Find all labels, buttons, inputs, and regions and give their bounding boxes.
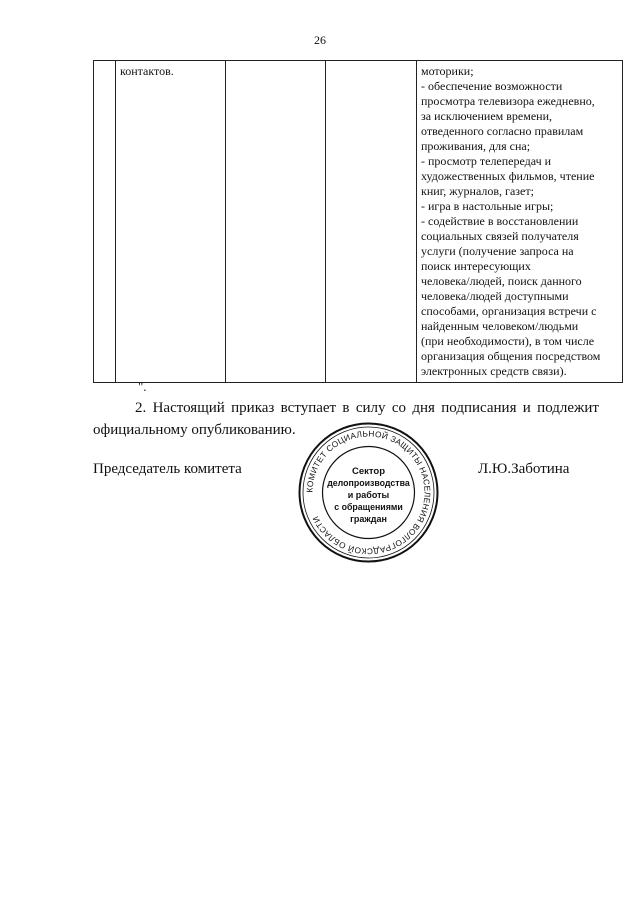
list-item: проживания, для сна; [421,139,531,153]
list-item: - содействие в восстановлении [421,214,579,228]
list-item: человека/людей доступными [421,289,569,303]
signatory-position: Председатель комитета [93,461,242,477]
list-item: услуги (получение запроса на [421,244,574,258]
table-row [94,61,623,383]
seal-center-line: и работы [347,490,390,500]
services-table [93,60,623,383]
seal-stamp-icon [296,420,441,565]
list-item: - просмотр телепередач и [421,154,552,168]
table-cell-number [94,61,116,383]
list-item: электронных средств связи). [421,364,567,378]
paragraph-line: 2. Настоящий приказ вступает в силу со дня подписания и подлежит [135,400,599,416]
list-item: социальных связей получателя [421,229,579,243]
list-item: - игра в настольные игры; [421,199,554,213]
seal-ring-text: КОМИТЕТ СОЦИАЛЬНОЙ ЗАЩИТЫ НАСЕЛЕНИЯ ВОЛГОГРАДСКОЙ ОБЛАСТИ [304,428,433,557]
page-number: 26 [314,33,326,47]
list-item: организация общения посредством [421,349,601,363]
seal-center-line: граждан [350,514,387,524]
list-item: способами, организация встречи с [421,304,597,318]
official-seal [296,420,441,565]
signatory-name: Л.Ю.Заботина [478,461,570,477]
list-item: человека/людей, поиск данного [421,274,582,288]
list-item: найденным человеком/людьми [421,319,579,333]
table-cell-empty [326,61,417,383]
list-item: моторики; [421,64,474,78]
list-item: (при необходимости), в том числе [421,334,595,348]
list-item: - обеспечение возможности [421,79,563,93]
seal-center-line: Сектор [351,466,386,477]
list-item: отведенного согласно правилам [421,124,584,138]
closing-quote: ". [138,379,147,394]
list-item: художественных фильмов, чтение [421,169,595,183]
paragraph-line: официальному опубликованию. [93,422,296,438]
table-cell-description [116,61,226,383]
list-item: за исключением времени, [421,109,553,123]
table-cell-empty [226,61,326,383]
seal-center-line: с обращениями [334,502,403,512]
list-item: поиск интересующих [421,259,531,273]
seal-center-line: делопроизводства [327,478,410,488]
list-item: книг, журналов, газет; [421,184,534,198]
list-item: просмотра телевизора ежедневно, [421,94,595,108]
table-cell-services-list [417,61,623,383]
cell-text: контактов. [120,64,174,78]
